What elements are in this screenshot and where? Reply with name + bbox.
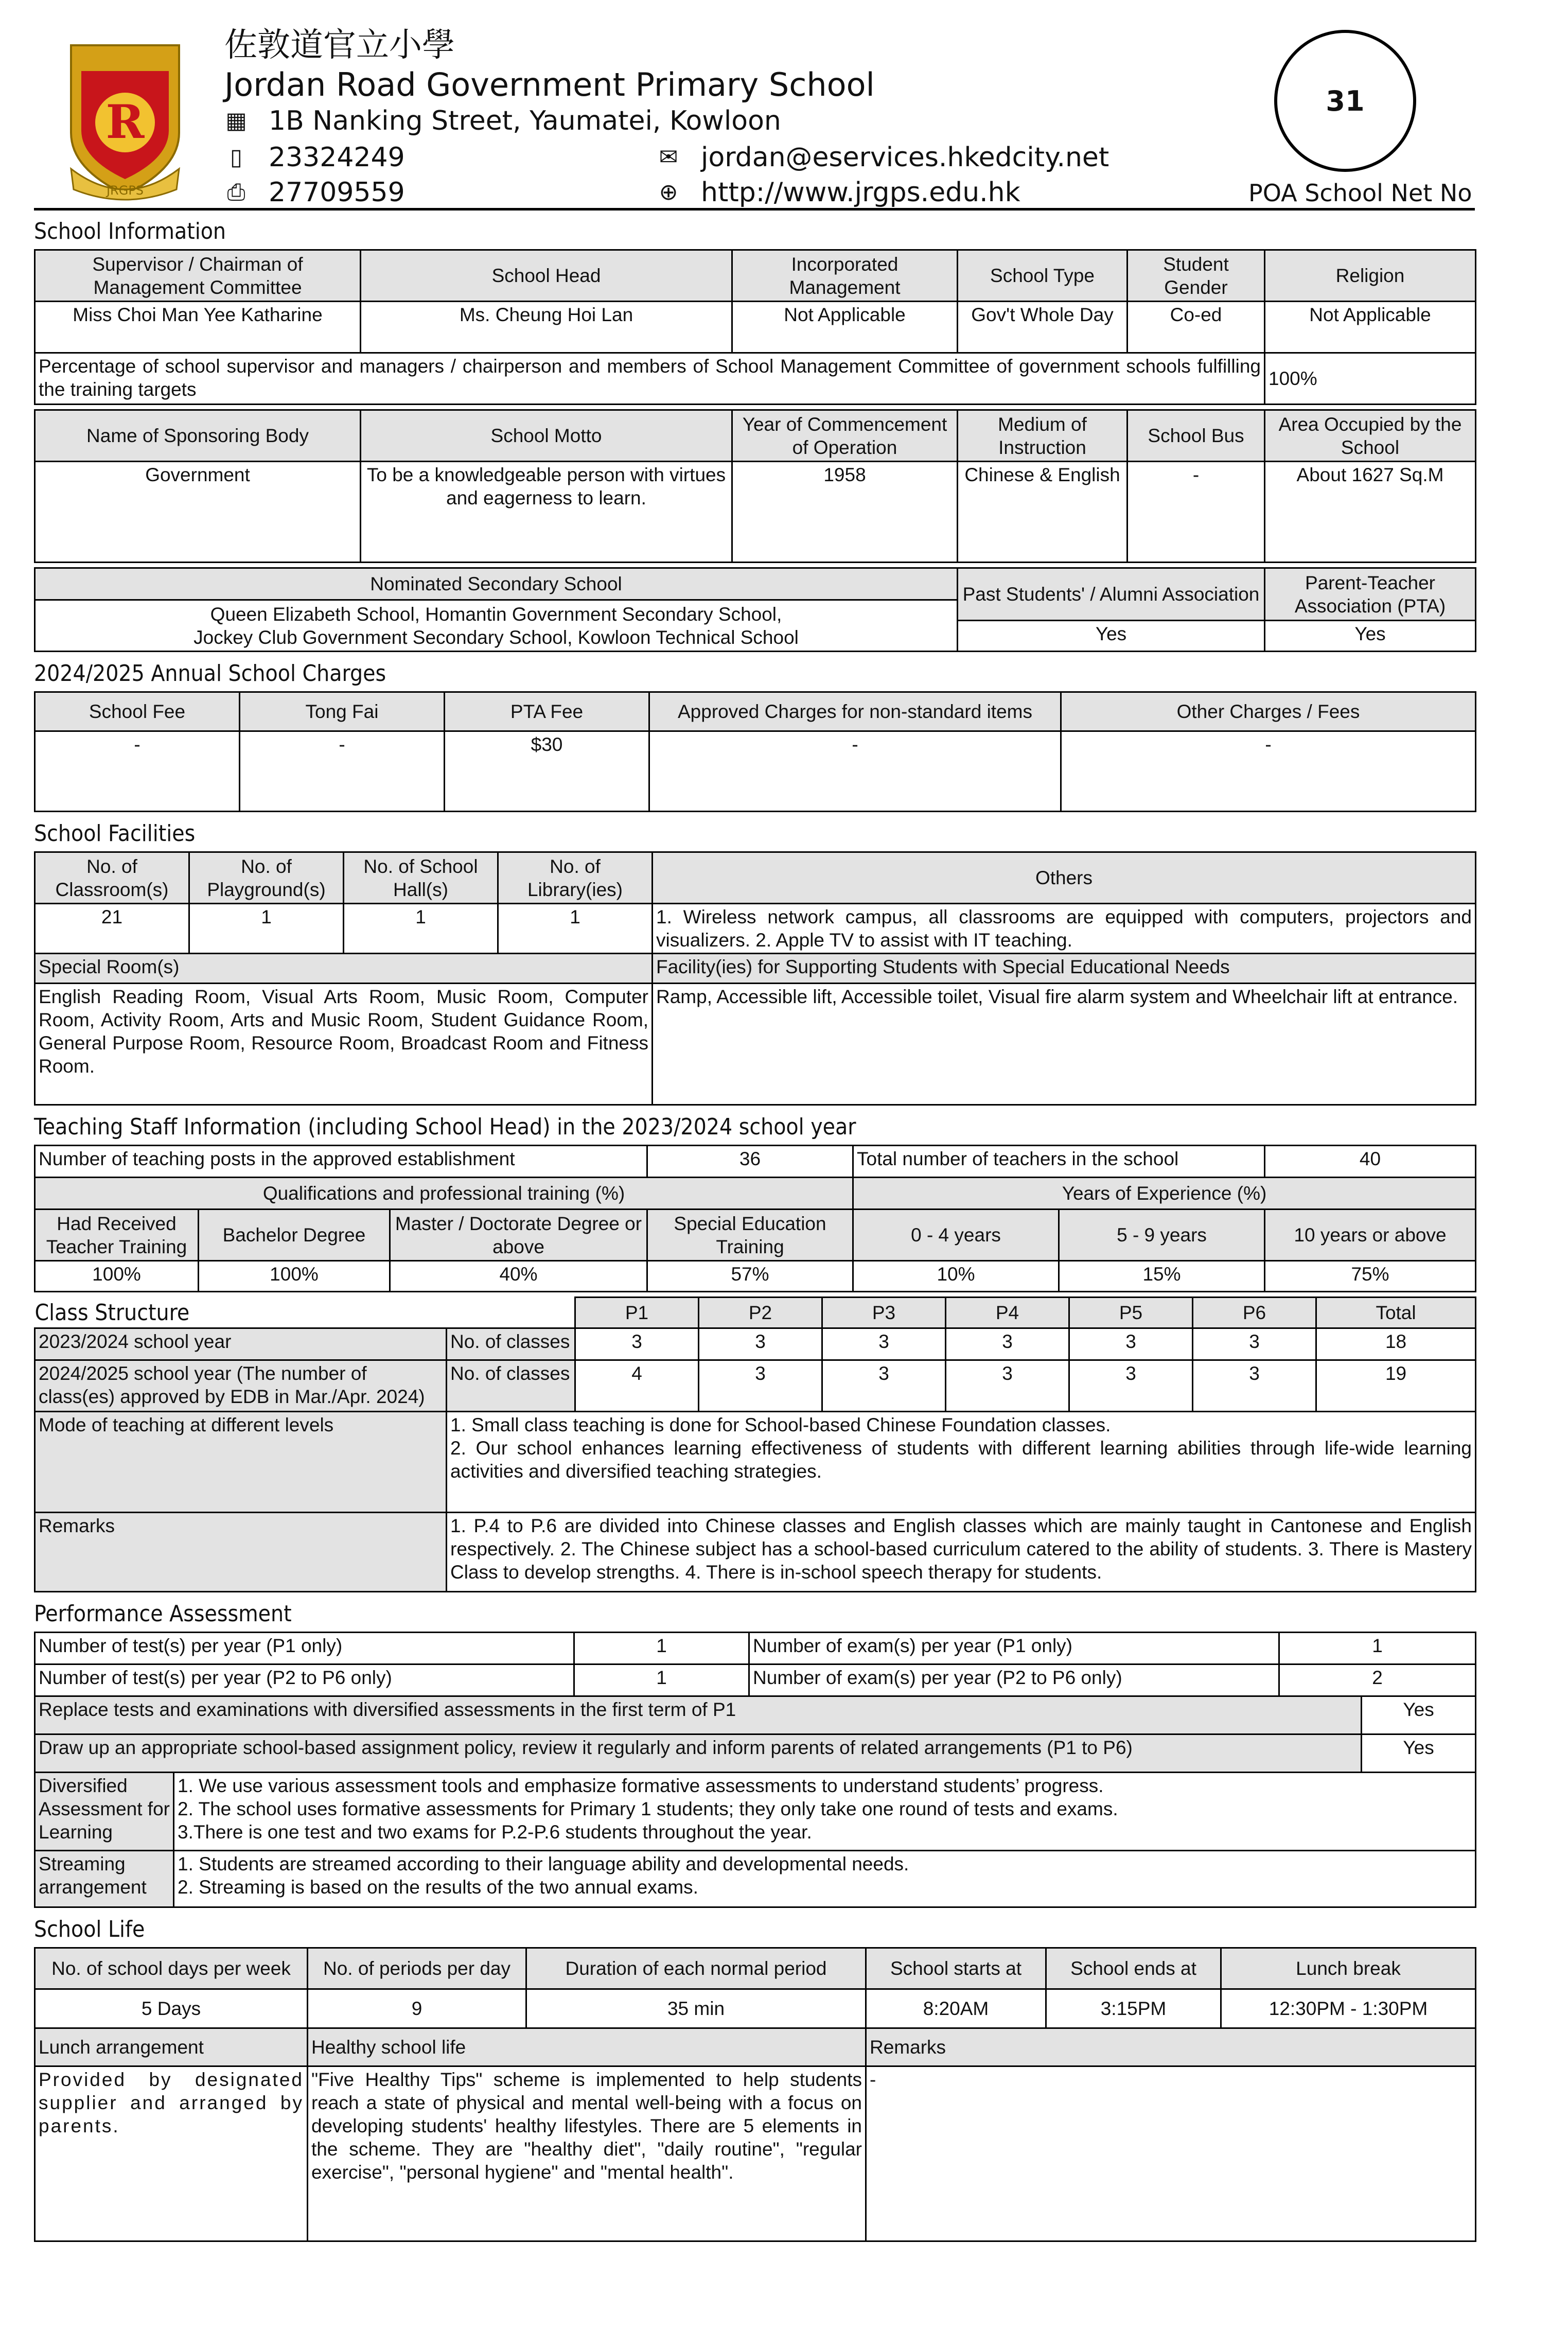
class-count: 3 xyxy=(822,1328,946,1360)
training-value: 100% xyxy=(1265,353,1476,405)
school-fee-value: - xyxy=(35,731,240,812)
school-head-value: Ms. Cheung Hoi Lan xyxy=(361,302,732,353)
halls-header: No. of School Hall(s) xyxy=(344,852,498,904)
master-header: Master / Doctorate Degree or above xyxy=(390,1210,647,1261)
healthy-life-value: "Five Healthy Tips" scheme is implemented to help students reach a state of physical and mental well-being with a focus on developing students' healthy lifestyles. There are 5 elements in the scheme. They are "healthy diet", "daily routine", "regular exercise", "personal hygiene" and "mental health". xyxy=(308,2066,866,2241)
school-type-value: Gov't Whole Day xyxy=(958,302,1127,353)
nominated-line-2: Jockey Club Government Secondary School, Kowloon Technical School xyxy=(193,626,799,648)
row-2023-label: 2023/2024 school year xyxy=(35,1328,447,1360)
level-header: Total xyxy=(1316,1298,1476,1328)
tests-p26-label: Number of test(s) per year (P2 to P6 only) xyxy=(35,1664,574,1696)
section-facilities: School Facilities xyxy=(34,820,196,847)
medium-value: Chinese & English xyxy=(958,462,1127,563)
class-count: 3 xyxy=(946,1360,1069,1412)
posts-label: Number of teaching posts in the approved establishment xyxy=(35,1146,647,1178)
supervisor-value: Miss Choi Man Yee Katharine xyxy=(35,302,361,353)
facilities-table xyxy=(34,851,1476,1106)
pta-fee-value: $30 xyxy=(445,731,649,812)
school-life-table xyxy=(34,1947,1476,2242)
level-header: P4 xyxy=(946,1298,1069,1328)
qualifications-header: Qualifications and professional training (%) xyxy=(35,1178,853,1210)
header-rule xyxy=(34,208,1475,211)
tests-p26-value: 1 xyxy=(574,1664,749,1696)
nominated-line-1: Queen Elizabeth School, Homantin Government Secondary School, xyxy=(210,603,782,625)
alumni-value: Yes xyxy=(958,621,1265,652)
row-2024-label: 2024/2025 school year (The number of class(es) approved by EDB in Mar./Apr. 2024) xyxy=(35,1360,447,1412)
bachelor-value: 100% xyxy=(199,1261,390,1292)
starts-header: School starts at xyxy=(866,1948,1046,1989)
year-header: Year of Commencement of Operation xyxy=(732,410,958,462)
playgrounds-header: No. of Playground(s) xyxy=(189,852,344,904)
diversified-line-2: 2. The school uses formative assessments for Primary 1 students; they only take one round of tests and exams. xyxy=(178,1798,1118,1819)
class-count: 3 xyxy=(1069,1328,1193,1360)
training-label: Percentage of school supervisor and managers / chairperson and members of School Management Committee of government schools fulfilling the training targets xyxy=(35,353,1265,405)
school-info-table-3 xyxy=(34,567,1476,652)
section-school-life: School Life xyxy=(34,1916,145,1942)
level-header: P3 xyxy=(822,1298,946,1328)
lunch-arrangement-label: Lunch arrangement xyxy=(35,2028,308,2066)
level-header: P6 xyxy=(1193,1298,1316,1328)
total-teachers-label: Total number of teachers in the school xyxy=(853,1146,1265,1178)
class-count: 3 xyxy=(575,1328,699,1360)
diversified-line-1: 1. We use various assessment tools and emphasize formative assessments to understand students’ progress. xyxy=(178,1775,1104,1796)
exams-p26-label: Number of exam(s) per year (P2 to P6 only) xyxy=(749,1664,1279,1696)
remarks-label: Remarks xyxy=(35,1513,447,1592)
sen-value: Ramp, Accessible lift, Accessible toilet, Visual fire alarm system and Wheelchair lift at entrance. xyxy=(653,984,1476,1105)
bus-value: - xyxy=(1127,462,1265,563)
supervisor-header: Supervisor / Chairman of Management Committee xyxy=(35,250,361,302)
class-count: 4 xyxy=(575,1360,699,1412)
sponsor-header: Name of Sponsoring Body xyxy=(35,410,361,462)
class-total: 18 xyxy=(1316,1328,1476,1360)
section-assessment: Performance Assessment xyxy=(34,1601,292,1627)
bus-header: School Bus xyxy=(1127,410,1265,462)
libraries-header: No. of Library(ies) xyxy=(498,852,653,904)
address: 1B Nanking Street, Yaumatei, Kowloon xyxy=(269,106,781,136)
section-charges: 2024/2025 Annual School Charges xyxy=(34,660,386,687)
svg-text:JRGPS: JRGPS xyxy=(106,183,144,198)
other-charges-header: Other Charges / Fees xyxy=(1061,692,1476,731)
special-rooms-value: English Reading Room, Visual Arts Room, Music Room, Computer Room, Activity Room, Arts and Music Room, Student Guidance Room, General Purpose Room, Resource Room, Broadcast Room and Fitness Room. xyxy=(35,984,653,1105)
days-header: No. of school days per week xyxy=(35,1948,308,1989)
net-number-circle: 31 xyxy=(1274,30,1416,172)
school-fee-header: School Fee xyxy=(35,692,240,731)
sponsor-value: Government xyxy=(35,462,361,563)
school-crest-logo xyxy=(66,40,184,205)
master-value: 40% xyxy=(390,1261,647,1292)
exams-p1-label: Number of exam(s) per year (P1 only) xyxy=(749,1633,1279,1664)
level-header: P5 xyxy=(1069,1298,1193,1328)
diversified-label: Diversified Assessment for Learning xyxy=(35,1773,174,1851)
special-ed-header: Special Education Training xyxy=(647,1210,853,1261)
tests-p1-value: 1 xyxy=(574,1633,749,1664)
phone-icon: ▯ xyxy=(230,144,243,170)
gender-header: Student Gender xyxy=(1127,250,1265,302)
libraries-value: 1 xyxy=(498,904,653,954)
diversified-line-3: 3.There is one test and two exams for P.2-P.6 students throughout the year. xyxy=(178,1821,812,1843)
diversified-value xyxy=(174,1773,1476,1851)
starts-value: 8:20AM xyxy=(866,1989,1046,2028)
classrooms-value: 21 xyxy=(35,904,189,954)
other-charges-value: - xyxy=(1061,731,1476,812)
streaming-line-1: 1. Students are streamed according to their language ability and developmental needs. xyxy=(178,1853,909,1874)
experience-header: Years of Experience (%) xyxy=(853,1178,1476,1210)
year-value: 1958 xyxy=(732,462,958,563)
policy-label: Draw up an appropriate school-based assignment policy, review it regularly and inform parents of related arrangements (P1 to P6) xyxy=(35,1734,1362,1773)
exp-5-9-header: 5 - 9 years xyxy=(1059,1210,1265,1261)
assessment-table xyxy=(34,1632,1476,1908)
class-count: 3 xyxy=(1069,1360,1193,1412)
page xyxy=(34,25,1475,2242)
approved-charges-value: - xyxy=(649,731,1061,812)
life-remarks-label: Remarks xyxy=(866,2028,1476,2066)
class-count: 3 xyxy=(1193,1360,1316,1412)
mode-value xyxy=(447,1412,1476,1513)
streaming-line-2: 2. Streaming is based on the results of the two annual exams. xyxy=(178,1877,698,1898)
school-type-header: School Type xyxy=(958,250,1127,302)
others-header: Others xyxy=(653,852,1476,904)
approved-charges-header: Approved Charges for non-standard items xyxy=(649,692,1061,731)
classrooms-header: No. of Classroom(s) xyxy=(35,852,189,904)
exp-0-4-header: 0 - 4 years xyxy=(853,1210,1059,1261)
sen-label: Facility(ies) for Supporting Students with Special Educational Needs xyxy=(653,954,1476,984)
no-classes-label: No. of classes xyxy=(447,1360,575,1412)
staff-table xyxy=(34,1145,1476,1292)
building-icon: ▦ xyxy=(225,108,247,134)
email-icon: ✉ xyxy=(659,144,678,170)
class-structure-table xyxy=(34,1296,1476,1592)
streaming-value xyxy=(174,1851,1476,1907)
special-ed-value: 57% xyxy=(647,1261,853,1292)
religion-header: Religion xyxy=(1265,250,1476,302)
pta-header: Parent-Teacher Association (PTA) xyxy=(1265,568,1476,621)
class-count: 3 xyxy=(822,1360,946,1412)
healthy-life-label: Healthy school life xyxy=(308,2028,866,2066)
svg-text:R: R xyxy=(105,95,145,149)
medium-header: Medium of Instruction xyxy=(958,410,1127,462)
ends-value: 3:15PM xyxy=(1046,1989,1221,2028)
religion-value: Not Applicable xyxy=(1265,302,1476,353)
periods-header: No. of periods per day xyxy=(308,1948,526,1989)
exp-5-9-value: 15% xyxy=(1059,1261,1265,1292)
lunch-break-header: Lunch break xyxy=(1221,1948,1476,1989)
teacher-training-header: Had Received Teacher Training xyxy=(35,1210,199,1261)
fax: 27709559 xyxy=(269,177,405,208)
duration-header: Duration of each normal period xyxy=(526,1948,866,1989)
exams-p26-value: 2 xyxy=(1279,1664,1476,1696)
no-classes-label: No. of classes xyxy=(447,1328,575,1360)
header xyxy=(34,25,1475,210)
playgrounds-value: 1 xyxy=(189,904,344,954)
total-teachers-value: 40 xyxy=(1265,1146,1476,1178)
duration-value: 35 min xyxy=(526,1989,866,2028)
class-count: 3 xyxy=(699,1328,822,1360)
others-value: 1. Wireless network campus, all classrooms are equipped with computers, projectors and visualizers. 2. Apple TV to assist with IT teaching. xyxy=(653,904,1476,954)
ends-header: School ends at xyxy=(1046,1948,1221,1989)
class-total: 19 xyxy=(1316,1360,1476,1412)
phone: 23324249 xyxy=(269,142,405,173)
motto-value: To be a knowledgeable person with virtues and eagerness to learn. xyxy=(361,462,732,563)
exp-0-4-value: 10% xyxy=(853,1261,1059,1292)
area-header: Area Occupied by the School xyxy=(1265,410,1476,462)
teacher-training-value: 100% xyxy=(35,1261,199,1292)
section-staff: Teaching Staff Information (including School Head) in the 2023/2024 school year xyxy=(34,1114,856,1140)
life-remarks-value: - xyxy=(866,2066,1476,2241)
pta-fee-header: PTA Fee xyxy=(445,692,649,731)
mode-line-1: 1. Small class teaching is done for School-based Chinese Foundation classes. xyxy=(450,1414,1111,1435)
section-school-information: School Information xyxy=(34,218,226,244)
halls-value: 1 xyxy=(344,904,498,954)
level-header: P1 xyxy=(575,1298,699,1328)
streaming-label: Streaming arrangement xyxy=(35,1851,174,1907)
class-count: 3 xyxy=(1193,1328,1316,1360)
incorporated-value: Not Applicable xyxy=(732,302,958,353)
exams-p1-value: 1 xyxy=(1279,1633,1476,1664)
mode-label: Mode of teaching at different levels xyxy=(35,1412,447,1513)
charges-table xyxy=(34,691,1476,812)
bachelor-header: Bachelor Degree xyxy=(199,1210,390,1261)
pta-value: Yes xyxy=(1265,621,1476,652)
motto-header: School Motto xyxy=(361,410,732,462)
lunch-arrangement-value: Provided by designated supplier and arranged by parents. xyxy=(35,2066,308,2241)
class-count: 3 xyxy=(699,1360,822,1412)
address-line xyxy=(224,104,1305,138)
school-english-name: Jordan Road Government Primary School xyxy=(224,66,875,103)
policy-value: Yes xyxy=(1362,1734,1476,1773)
school-chinese-name: 佐敦道官立小學 xyxy=(224,26,455,64)
periods-value: 9 xyxy=(308,1989,526,2028)
globe-icon: ⊕ xyxy=(659,179,678,205)
replace-value: Yes xyxy=(1362,1696,1476,1734)
level-header: P2 xyxy=(699,1298,822,1328)
nominated-value xyxy=(35,600,958,652)
posts-value: 36 xyxy=(647,1146,853,1178)
days-value: 5 Days xyxy=(35,1989,308,2028)
net-label: POA School Net No xyxy=(1248,179,1472,207)
gender-value: Co-ed xyxy=(1127,302,1265,353)
email-link[interactable]: jordan@eservices.hkedcity.net xyxy=(701,142,1109,173)
section-class-structure: Class Structure xyxy=(34,1300,190,1326)
special-rooms-label: Special Room(s) xyxy=(35,954,653,984)
exp-10-value: 75% xyxy=(1265,1261,1476,1292)
mode-line-2: 2. Our school enhances learning effectiveness of students with different learning abilities through life-wide learning activities and diversified teaching strategies. xyxy=(450,1438,1472,1482)
tong-fai-header: Tong Fai xyxy=(240,692,445,731)
area-value: About 1627 Sq.M xyxy=(1265,462,1476,563)
exp-10-header: 10 years or above xyxy=(1265,1210,1476,1261)
school-info-table xyxy=(34,249,1476,405)
school-head-header: School Head xyxy=(361,250,732,302)
lunch-break-value: 12:30PM - 1:30PM xyxy=(1221,1989,1476,2028)
tests-p1-label: Number of test(s) per year (P1 only) xyxy=(35,1633,574,1664)
remarks-value: 1. P.4 to P.6 are divided into Chinese classes and English classes which are mainly taught in Cantonese and English respectively. 2. The Chinese subject has a school-based curriculum catered to the ability of students. 3. There is Mastery Class to develop strengths. 4. There is in-school speech therapy for students. xyxy=(447,1513,1476,1592)
class-count: 3 xyxy=(946,1328,1069,1360)
nominated-header: Nominated Secondary School xyxy=(35,568,958,600)
alumni-header: Past Students' / Alumni Association xyxy=(958,568,1265,621)
tong-fai-value: - xyxy=(240,731,445,812)
website-link[interactable]: http://www.jrgps.edu.hk xyxy=(701,177,1020,208)
fax-icon: ⎙ xyxy=(227,179,245,205)
school-info-table-2 xyxy=(34,409,1476,563)
incorporated-header: Incorporated Management xyxy=(732,250,958,302)
replace-label: Replace tests and examinations with diversified assessments in the first term of P1 xyxy=(35,1696,1362,1734)
